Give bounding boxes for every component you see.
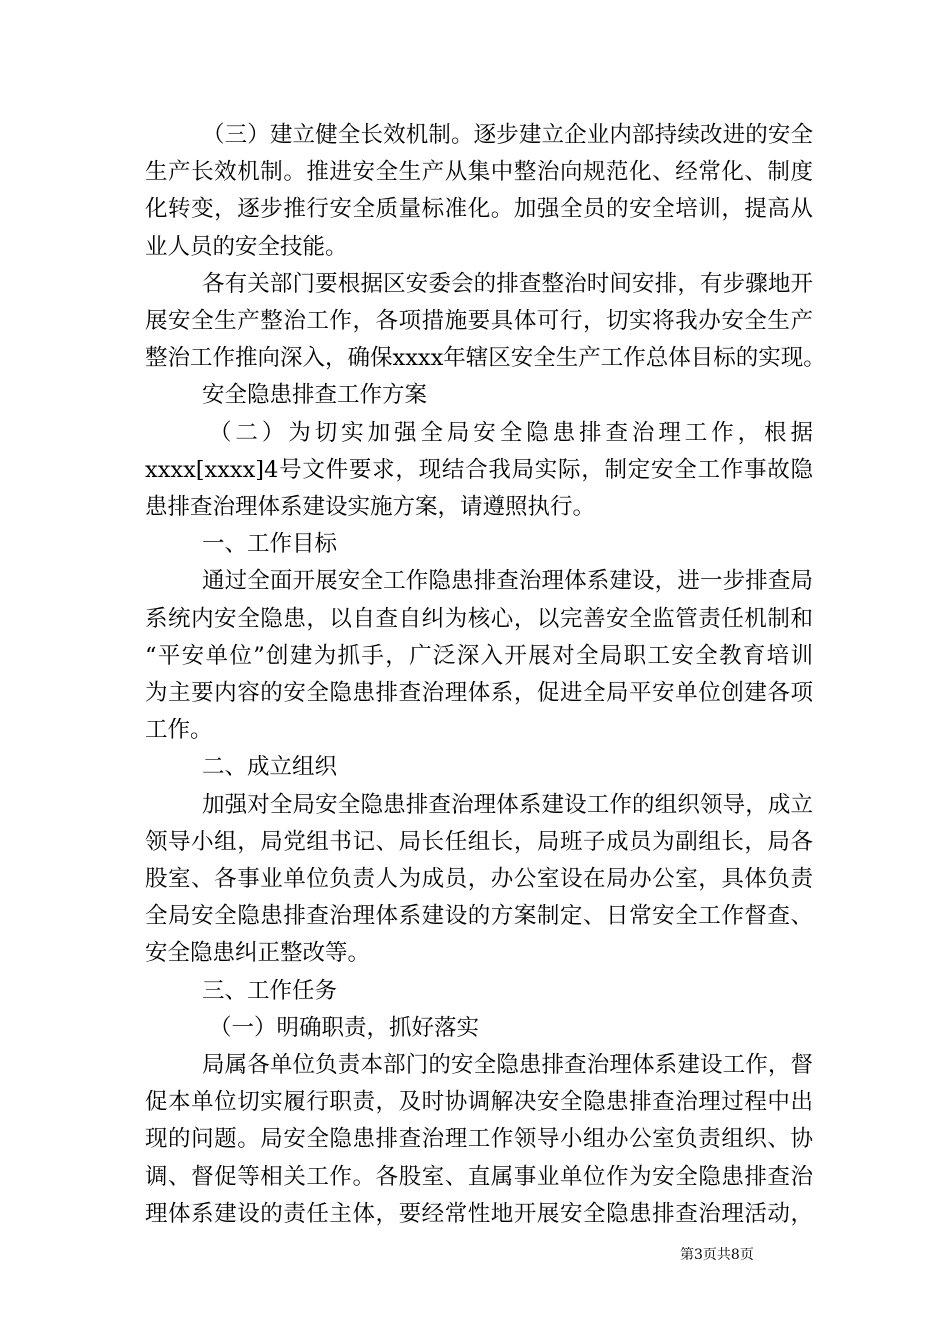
text-line: （一）明确职责，抓好落实 <box>209 1014 480 1041</box>
page-number: 第3页共8页 <box>680 1247 754 1263</box>
text-line: 系统内安全隐患，以自查自纠为核心，以完善安全监管责任机制和 <box>145 605 813 632</box>
text-line: 通过全面开展安全工作隐患排查治理体系建设，进一步排查局 <box>202 568 813 595</box>
text-line: “平安单位”创建为抓手，广泛深入开展对全局职工安全教育培训 <box>145 642 813 669</box>
heading-goals <box>145 526 813 563</box>
text-line: 为主要内容的安全隐患排查治理体系，促进全局平安单位创建各项 <box>145 680 813 707</box>
text-line: 患排查治理体系建设实施方案，请遵照执行。 <box>145 494 596 521</box>
paragraph-responsibilities <box>145 1047 813 1233</box>
text-line: 整治工作推向深入，确保xxxx年辖区安全生产工作总体目标的实现。 <box>145 345 826 372</box>
text-line: 加强对全局安全隐患排查治理体系建设工作的组织领导，成立 <box>202 791 813 818</box>
text-line: 局属各单位负责本部门的安全隐患排查治理体系建设工作，督 <box>202 1052 813 1079</box>
paragraph-organization <box>145 787 813 973</box>
text-line: 生产长效机制。推进安全生产从集中整治向规范化、经常化、制度 <box>145 159 813 186</box>
text-line: 现的问题。局安全隐患排查治理工作领导小组办公室负责组织、协 <box>145 1126 813 1153</box>
heading-organization <box>145 749 813 786</box>
paragraph-long-term-mechanism <box>145 117 813 266</box>
text-line: 工作。 <box>145 717 213 744</box>
text-line: 领导小组，局党组书记、局长任组长，局班子成员为副组长，局各 <box>145 828 813 855</box>
text-line: 一、工作目标 <box>202 531 338 558</box>
text-line: 安全隐患纠正整改等。 <box>145 940 371 967</box>
paragraph-intro <box>145 415 813 527</box>
paragraph-goals <box>145 563 813 749</box>
text-line: 各有关部门要根据区安委会的排查整治时间安排，有步骤地开 <box>202 270 813 297</box>
text-line: 化转变，逐步推行安全质量标准化。加强全员的安全培训，提高从 <box>145 196 813 223</box>
text-line: xxxx[xxxx]4号文件要求，现结合我局实际，制定安全工作事故隐 <box>145 456 813 483</box>
text-line: （三）建立健全长效机制。逐步建立企业内部持续改进的安全 <box>202 122 813 148</box>
text-line: 股室、各事业单位负责人为成员，办公室设在局办公室，具体负责 <box>145 866 813 893</box>
text-line: 三、工作任务 <box>202 977 338 1004</box>
text-line: 调、督促等相关工作。各股室、直属事业单位作为安全隐患排查治 <box>145 1163 813 1190</box>
text-line: 二、成立组织 <box>202 754 338 781</box>
subheading-responsibilities <box>145 1010 813 1047</box>
text-line: （二）为切实加强全局安全隐患排查治理工作，根据 <box>209 419 813 446</box>
paragraph-departments <box>145 266 826 378</box>
text-line: 展安全生产整治工作，各项措施要具体可行，切实将我办安全生产 <box>145 308 813 335</box>
section-title-plan <box>145 377 813 414</box>
document-body <box>145 117 826 1233</box>
heading-tasks <box>145 973 813 1010</box>
text-line: 促本单位切实履行职责，及时协调解决安全隐患排查治理过程中出 <box>145 1089 813 1116</box>
text-line: 业人员的安全技能。 <box>145 233 348 260</box>
text-line: 理体系建设的责任主体，要经常性地开展安全隐患排查治理活动， <box>145 1200 813 1227</box>
text-line: 全局安全隐患排查治理体系建设的方案制定、日常安全工作督查、 <box>145 903 813 930</box>
text-line: 安全隐患排查工作方案 <box>202 382 428 409</box>
